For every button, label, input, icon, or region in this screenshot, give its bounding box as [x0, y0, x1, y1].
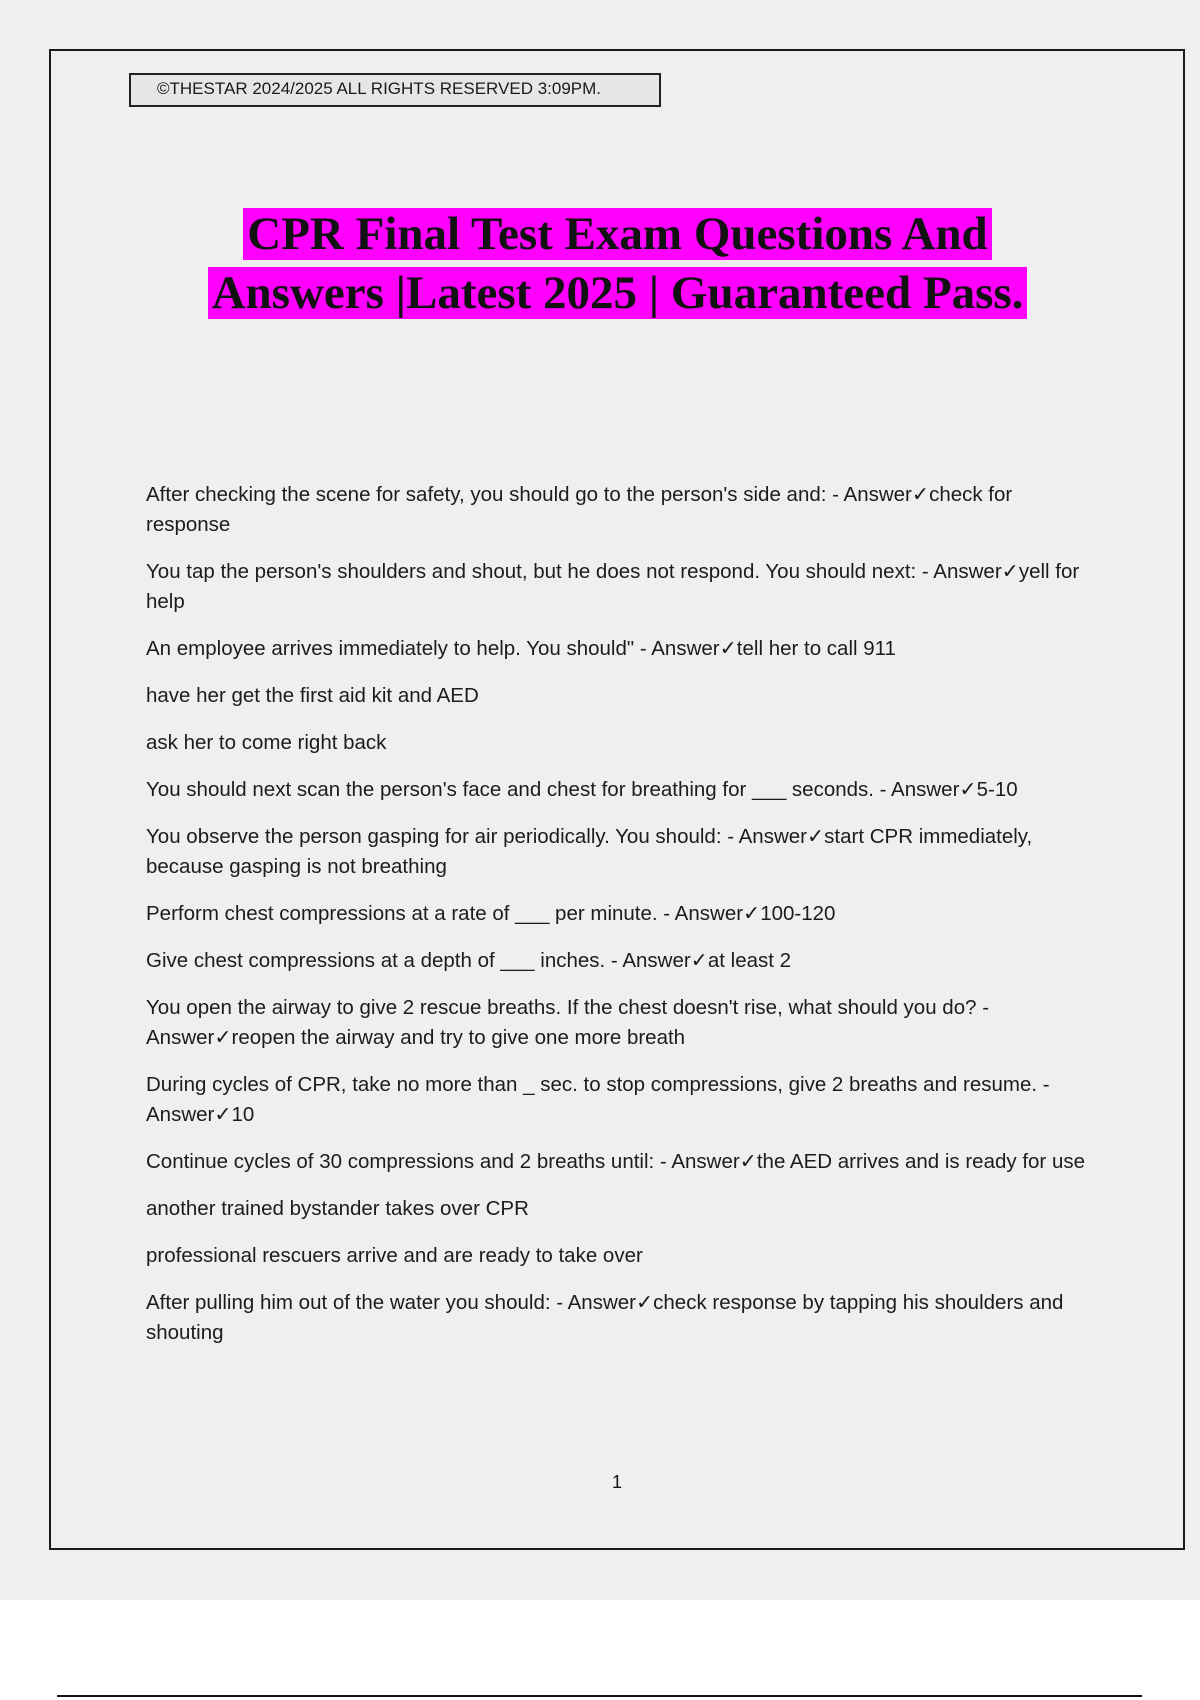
qa-item: You observe the person gasping for air periodically. You should: - Answer✓start CPR immediately, because gasping is not breathing: [146, 825, 1033, 878]
qa-item: You open the airway to give 2 rescue breaths. If the chest doesn't rise, what should you do? - Answer✓reopen the airway and try to give one more breath: [146, 996, 990, 1049]
qa-item: have her get the first aid kit and AED: [146, 684, 479, 707]
qa-item: After pulling him out of the water you should: - Answer✓check response by tapping his shoulders and shouting: [146, 1291, 1064, 1344]
qa-item: An employee arrives immediately to help. You should" - Answer✓tell her to call 911: [146, 637, 896, 660]
copyright-header: ©THESTAR 2024/2025 ALL RIGHTS RESERVED 3:09PM.: [129, 73, 661, 107]
qa-item: ask her to come right back: [146, 731, 387, 754]
next-page-preview: [0, 1600, 1200, 1700]
title-line-1: CPR Final Test Exam Questions And: [243, 208, 991, 260]
page-title: [80, 205, 1155, 323]
next-page-divider: [57, 1695, 1142, 1697]
qa-item: professional rescuers arrive and are ready to take over: [146, 1244, 643, 1267]
qa-item: Continue cycles of 30 compressions and 2 breaths until: - Answer✓the AED arrives and is ready for use: [146, 1150, 1086, 1173]
qa-item: another trained bystander takes over CPR: [146, 1197, 529, 1220]
question-answer-list: [146, 480, 1096, 1365]
title-line-2: Answers |Latest 2025 | Guaranteed Pass.: [208, 267, 1028, 319]
qa-item: You should next scan the person's face and chest for breathing for ___ seconds. - Answer✓5-10: [146, 778, 1018, 801]
qa-item: Perform chest compressions at a rate of ___ per minute. - Answer✓100-120: [146, 902, 836, 925]
page-number: 1: [611, 1472, 622, 1492]
qa-item: During cycles of CPR, take no more than _ sec. to stop compressions, give 2 breaths and resume. - Answer✓10: [146, 1073, 1050, 1126]
qa-item: Give chest compressions at a depth of ___ inches. - Answer✓at least 2: [146, 949, 792, 972]
qa-item: You tap the person's shoulders and shout, but he does not respond. You should next: - Answer✓yell for help: [146, 560, 1080, 613]
qa-item: After checking the scene for safety, you should go to the person's side and: - Answer✓check for response: [146, 483, 1013, 536]
